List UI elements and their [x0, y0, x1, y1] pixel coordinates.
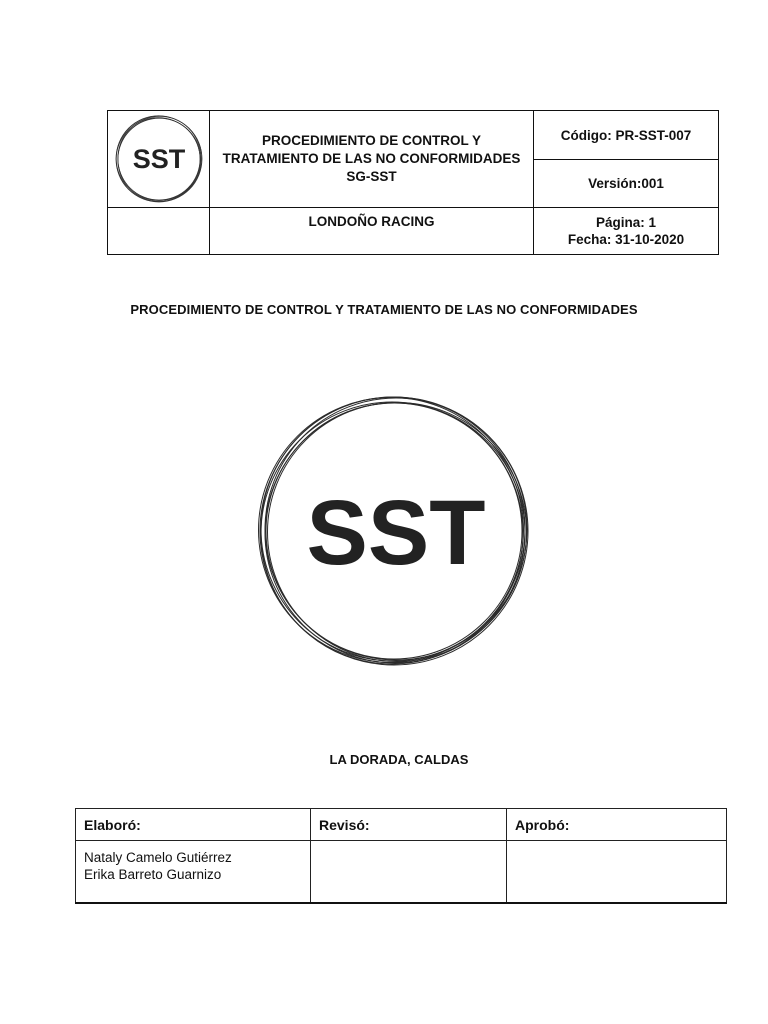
company-name: LONDOÑO RACING: [210, 208, 534, 255]
main-title: PROCEDIMIENTO DE CONTROL Y TRATAMIENTO DE LAS NO CONFORMIDADES: [130, 302, 638, 317]
document-title-cell: [210, 111, 534, 208]
page-number: Página: 1: [595, 215, 657, 230]
aprobo-label: Aprobó:: [507, 809, 727, 841]
sst-logo-large: [252, 386, 536, 676]
sst-logo-small: [111, 111, 207, 207]
sst-logo-small-text: SST: [132, 144, 185, 174]
elaboro-names: [76, 841, 311, 904]
header-logo-cell: [108, 111, 210, 208]
document-header-table: [107, 110, 719, 255]
reviso-label: Revisó:: [311, 809, 507, 841]
title-line-3: SG-SST: [346, 169, 397, 184]
title-line-1: PROCEDIMIENTO DE CONTROL Y: [261, 133, 482, 148]
document-code: Código: PR-SST-007: [534, 111, 719, 160]
document-version: Versión:001: [534, 160, 719, 208]
document-date: Fecha: 31-10-2020: [567, 232, 685, 247]
title-line-2: TRATAMIENTO DE LAS NO CONFORMIDADES: [222, 151, 521, 166]
elaboro-label: Elaboró:: [76, 809, 311, 841]
elaboro-name-1: Nataly Camelo Gutiérrez: [84, 850, 232, 865]
elaboro-name-2: Erika Barreto Guarnizo: [84, 867, 222, 882]
city-location: LA DORADA, CALDAS: [329, 752, 469, 767]
reviso-names: [311, 841, 507, 904]
signatures-table: [75, 808, 727, 904]
page-date-cell: [534, 208, 719, 255]
header-logo-cell-bottom: [108, 208, 210, 255]
aprobo-names: [507, 841, 727, 904]
sst-logo-large-text: SST: [306, 482, 486, 584]
